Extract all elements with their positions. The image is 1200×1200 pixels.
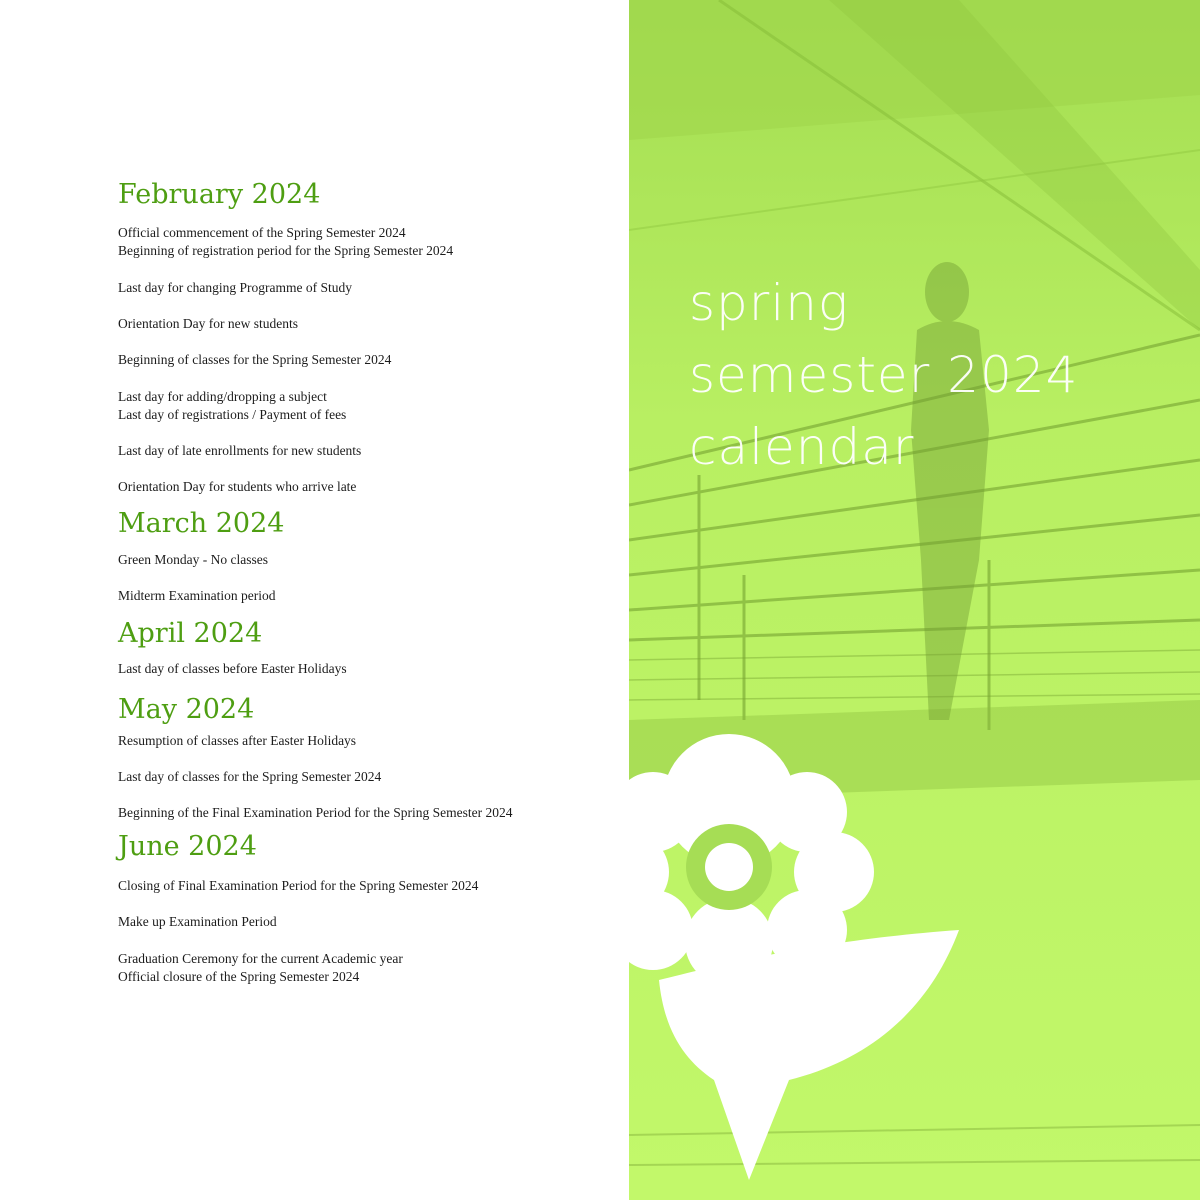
event-text: Last day for changing Programme of Study [118,280,352,295]
event-text: Last day of classes for the Spring Semester 2024 [118,769,382,784]
month-heading-february: February 2024 [118,179,321,210]
month-heading-may: May 2024 [118,694,255,725]
event-text: Beginning of the Final Examination Period for the Spring Semester 2024 [118,805,513,820]
event-text: Official commencement of the Spring Semester 2024 [118,225,406,240]
cover-title-line: spring [689,274,849,332]
month-heading-april: April 2024 [118,618,263,649]
cover-title-line: semester 2024 [689,346,1079,404]
event-text: Green Monday - No classes [118,552,268,567]
event-text: Last day of late enrollments for new students [118,443,362,458]
event-text: Last day of registrations / Payment of fees [118,407,347,422]
cover-photo [629,0,1200,1200]
month-heading-march: March 2024 [118,508,285,539]
event-text: Closing of Final Examination Period for the Spring Semester 2024 [118,878,479,893]
event-text: Last day of classes before Easter Holidays [118,661,347,676]
event-text: Last day for adding/dropping a subject [118,389,327,404]
event-text: Official closure of the Spring Semester 2024 [118,969,360,984]
event-text: Resumption of classes after Easter Holidays [118,733,357,748]
event-text: Orientation Day for new students [118,316,298,331]
event-text: Graduation Ceremony for the current Academic year [118,951,403,966]
event-text: Beginning of classes for the Spring Semester 2024 [118,352,392,367]
event-text: Beginning of registration period for the Spring Semester 2024 [118,243,454,258]
cover-panel [629,0,1200,1200]
cover-title-line: calendar [689,418,915,476]
event-text: Make up Examination Period [118,914,277,929]
month-heading-june: June 2024 [118,831,257,862]
event-text: Orientation Day for students who arrive late [118,479,357,494]
event-text: Midterm Examination period [118,588,276,603]
